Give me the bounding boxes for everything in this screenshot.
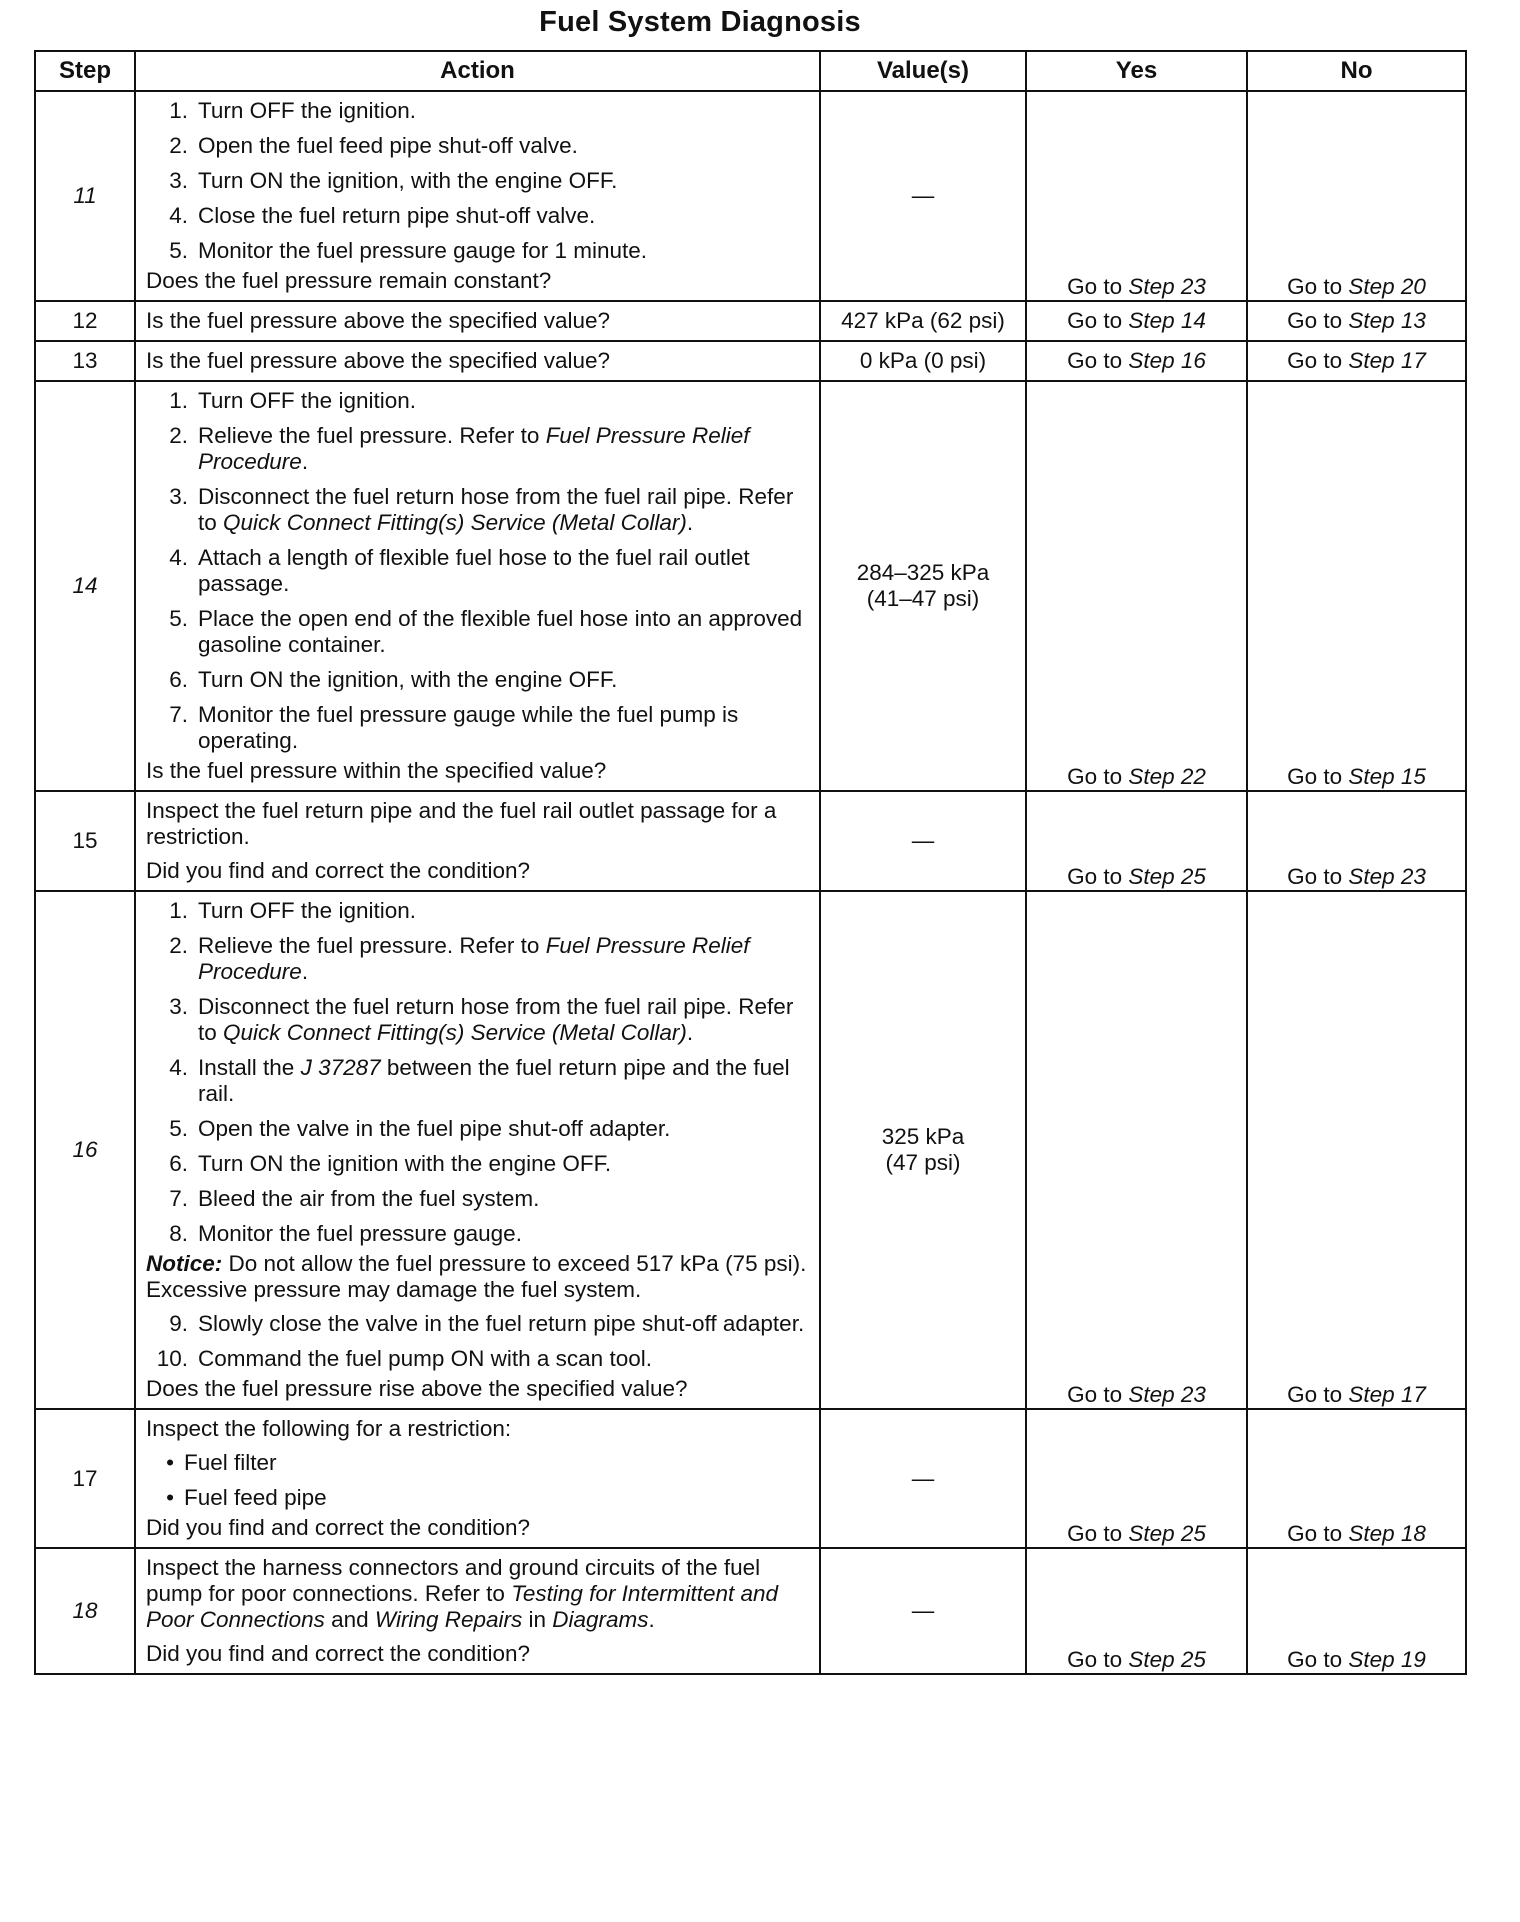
action-question: Does the fuel pressure remain constant? <box>146 268 552 293</box>
step-number: 14 <box>35 381 135 791</box>
header-step: Step <box>35 51 135 91</box>
yes-cell: Go to Step 25 <box>1026 1409 1247 1548</box>
action-item: Monitor the fuel pressure gauge for 1 minute. <box>198 238 648 263</box>
yes-cell: Go to Step 25 <box>1026 1548 1247 1674</box>
header-action: Action <box>135 51 820 91</box>
no-step-link[interactable]: Step 13 <box>1348 308 1426 333</box>
procedure-reference[interactable]: Diagrams <box>552 1607 649 1632</box>
no-step-link[interactable]: Step 20 <box>1348 274 1426 299</box>
step-number: 16 <box>35 891 135 1409</box>
no-cell: Go to Step 23 <box>1247 791 1466 891</box>
bullet-item: Fuel filter <box>184 1450 277 1475</box>
no-cell: Go to Step 17 <box>1247 341 1466 381</box>
no-cell: Go to Step 17 <box>1247 891 1466 1409</box>
value-cell: — <box>820 1548 1026 1674</box>
action-cell: 1. Turn OFF the ignition. 2. Relieve the fuel pressure. Refer to Fuel Pressure Relief Procedure. 3. Disconnect the fuel return hose from the fuel rail pipe. Refer to Quick Connect Fitting(s) Service (Metal Collar). 4. Attach a length of flexible fuel hose to the fuel rail outlet passage. 5. Place the open end of the flexible fuel hose into an approved gasoline container. 6. Turn ON the ignition, with the engine OFF. 7. Monitor the fuel pressure gauge while the fuel pump is operating. Is the fuel pressure within the specified value? <box>135 381 820 791</box>
table-row <box>35 1548 1466 1674</box>
action-item: Monitor the fuel pressure gauge while the fuel pump is operating. <box>198 702 739 753</box>
no-cell: Go to Step 18 <box>1247 1409 1466 1548</box>
yes-step-link[interactable]: Step 25 <box>1128 1647 1206 1672</box>
action-cell: Inspect the following for a restriction: • Fuel filter • Fuel feed pipe Did you find and correct the condition? <box>135 1409 820 1548</box>
yes-step-link[interactable]: Step 25 <box>1128 1521 1206 1546</box>
yes-cell: Go to Step 25 <box>1026 791 1247 891</box>
procedure-reference[interactable]: Quick Connect Fitting(s) Service (Metal Collar) <box>223 510 687 535</box>
action-question: Is the fuel pressure within the specified value? <box>146 758 607 783</box>
no-step-link[interactable]: Step 19 <box>1348 1647 1426 1672</box>
value-cell: — <box>820 791 1026 891</box>
action-item: Command the fuel pump ON with a scan tool. <box>198 1346 652 1371</box>
value-cell: 427 kPa (62 psi) <box>820 301 1026 341</box>
step-number: 15 <box>35 791 135 891</box>
yes-cell: Go to Step 23 <box>1026 891 1247 1409</box>
no-step-link[interactable]: Step 15 <box>1348 764 1426 789</box>
no-step-link[interactable]: Step 17 <box>1348 348 1426 373</box>
action-item: Turn OFF the ignition. <box>198 98 417 123</box>
no-step-link[interactable]: Step 18 <box>1348 1521 1426 1546</box>
action-question: Did you find and correct the condition? <box>146 1641 530 1666</box>
action-item: Disconnect the fuel return hose from the fuel rail pipe. Refer to Quick Connect Fitting(s) Service (Metal Collar). <box>198 484 794 535</box>
diagnosis-table <box>34 50 1467 1675</box>
table-row <box>35 381 1466 791</box>
table-row <box>35 791 1466 891</box>
action-cell <box>135 341 820 381</box>
yes-cell: Go to Step 22 <box>1026 381 1247 791</box>
action-item: Open the fuel feed pipe shut-off valve. <box>198 133 578 158</box>
no-cell: Go to Step 13 <box>1247 301 1466 341</box>
action-text: Inspect the fuel return pipe and the fuel rail outlet passage for a restriction. <box>146 798 777 849</box>
yes-step-link[interactable]: Step 16 <box>1128 348 1206 373</box>
action-item: Turn OFF the ignition. <box>198 898 417 923</box>
table-row <box>35 301 1466 341</box>
value-cell: — <box>820 1409 1026 1548</box>
procedure-reference[interactable]: Fuel Pressure Relief Procedure <box>198 423 750 474</box>
value-cell: 284–325 kPa (41–47 psi) <box>820 381 1026 791</box>
action-item: Turn ON the ignition, with the engine OFF. <box>198 667 618 692</box>
action-item: Turn ON the ignition, with the engine OFF. <box>198 168 618 193</box>
table-row <box>35 91 1466 301</box>
table-row <box>35 891 1466 1409</box>
step-number: 12 <box>35 301 135 341</box>
action-question: Does the fuel pressure rise above the specified value? <box>146 1376 688 1401</box>
action-item: Turn ON the ignition with the engine OFF. <box>198 1151 612 1176</box>
header-yes: Yes <box>1026 51 1247 91</box>
action-text: Inspect the harness connectors and ground circuits of the fuel pump for poor connections. Refer to Testing for Intermittent and Poor Connections and Wiring Repairs in Diagrams. <box>146 1555 779 1632</box>
yes-step-link[interactable]: Step 25 <box>1128 864 1206 889</box>
action-item: Turn OFF the ignition. <box>198 388 417 413</box>
step-number: 17 <box>35 1409 135 1548</box>
yes-step-link[interactable]: Step 14 <box>1128 308 1206 333</box>
table-row <box>35 1409 1466 1548</box>
action-cell <box>135 301 820 341</box>
header-no: No <box>1247 51 1466 91</box>
action-item: Slowly close the valve in the fuel return pipe shut-off adapter. <box>198 1311 805 1336</box>
no-cell: Go to Step 20 <box>1247 91 1466 301</box>
yes-step-link[interactable]: Step 23 <box>1128 274 1206 299</box>
action-item: Attach a length of flexible fuel hose to the fuel rail outlet passage. <box>198 545 750 596</box>
step-number: 13 <box>35 341 135 381</box>
step-number: 11 <box>35 91 135 301</box>
action-item: Monitor the fuel pressure gauge. <box>198 1221 522 1246</box>
action-item: Disconnect the fuel return hose from the fuel rail pipe. Refer to Quick Connect Fitting(s) Service (Metal Collar). <box>198 994 794 1045</box>
action-item: Install the J 37287 between the fuel return pipe and the fuel rail. <box>198 1055 790 1106</box>
action-question: Did you find and correct the condition? <box>146 858 530 883</box>
action-question: Did you find and correct the condition? <box>146 1515 530 1540</box>
notice: Notice: Do not allow the fuel pressure to exceed 517 kPa (75 psi). Excessive pressure may damage the fuel system. <box>146 1251 807 1302</box>
table-row <box>35 341 1466 381</box>
value-cell: 0 kPa (0 psi) <box>820 341 1026 381</box>
action-item: Place the open end of the flexible fuel hose into an approved gasoline container. <box>198 606 803 657</box>
step-number: 18 <box>35 1548 135 1674</box>
no-cell: Go to Step 19 <box>1247 1548 1466 1674</box>
action-question: Is the fuel pressure above the specified value? <box>146 308 611 333</box>
value-cell: — <box>820 91 1026 301</box>
action-cell <box>135 791 820 891</box>
action-item: Relieve the fuel pressure. Refer to Fuel Pressure Relief Procedure. <box>198 933 750 984</box>
action-item: Bleed the air from the fuel system. <box>198 1186 540 1211</box>
value-cell: 325 kPa (47 psi) <box>820 891 1026 1409</box>
yes-step-link[interactable]: Step 23 <box>1128 1382 1206 1407</box>
action-cell <box>135 1548 820 1674</box>
header-row <box>35 51 1466 91</box>
action-question: Is the fuel pressure above the specified value? <box>146 348 611 373</box>
no-step-link[interactable]: Step 23 <box>1348 864 1426 889</box>
yes-cell: Go to Step 16 <box>1026 341 1247 381</box>
yes-cell: Go to Step 23 <box>1026 91 1247 301</box>
action-cell: 1. Turn OFF the ignition. 2. Open the fuel feed pipe shut-off valve. 3. Turn ON the ignition, with the engine OFF. 4. Close the fuel return pipe shut-off valve. 5. Monitor the fuel pressure gauge for 1 minute. Does the fuel pressure remain constant? <box>135 91 820 301</box>
procedure-reference[interactable]: Wiring Repairs <box>374 1607 523 1632</box>
action-item: Close the fuel return pipe shut-off valve. <box>198 203 596 228</box>
procedure-reference[interactable]: Fuel Pressure Relief Procedure <box>198 933 750 984</box>
action-item: Relieve the fuel pressure. Refer to Fuel Pressure Relief Procedure. <box>198 423 750 474</box>
no-cell: Go to Step 15 <box>1247 381 1466 791</box>
tool-reference: J 37287 <box>300 1055 381 1080</box>
yes-step-link[interactable]: Step 22 <box>1128 764 1206 789</box>
action-text: Inspect the following for a restriction: <box>146 1416 512 1441</box>
action-cell: 1. Turn OFF the ignition. 2. Relieve the fuel pressure. Refer to Fuel Pressure Relief Procedure. 3. Disconnect the fuel return hose from the fuel rail pipe. Refer to Quick Connect Fitting(s) Service (Metal Collar). 4. Install the J 37287 between the fuel return pipe and the fuel rail. 5. Open the valve in the fuel pipe shut-off adapter. 6. Turn ON the ignition with the engine OFF. 7. Bleed the air from the fuel system. 8. Monitor the fuel pressure gauge. Notice: Do not allow the fuel pressure to exceed 517 kPa (75 psi). Excessive pressure may damage the fuel system. 9. Slowly close the valve in the fuel return pipe shut-off adapter. 10. Command the fuel pump ON with a scan tool. Does the fuel pressure rise above the specified value? <box>135 891 820 1409</box>
no-step-link[interactable]: Step 17 <box>1348 1382 1426 1407</box>
bullet-item: Fuel feed pipe <box>184 1485 327 1510</box>
yes-cell: Go to Step 14 <box>1026 301 1247 341</box>
page-title: Fuel System Diagnosis <box>539 6 861 38</box>
procedure-reference[interactable]: Testing for Intermittent and Poor Connections <box>146 1581 779 1632</box>
header-values: Value(s) <box>820 51 1026 91</box>
action-item: Open the valve in the fuel pipe shut-off adapter. <box>198 1116 671 1141</box>
procedure-reference[interactable]: Quick Connect Fitting(s) Service (Metal Collar) <box>223 1020 687 1045</box>
